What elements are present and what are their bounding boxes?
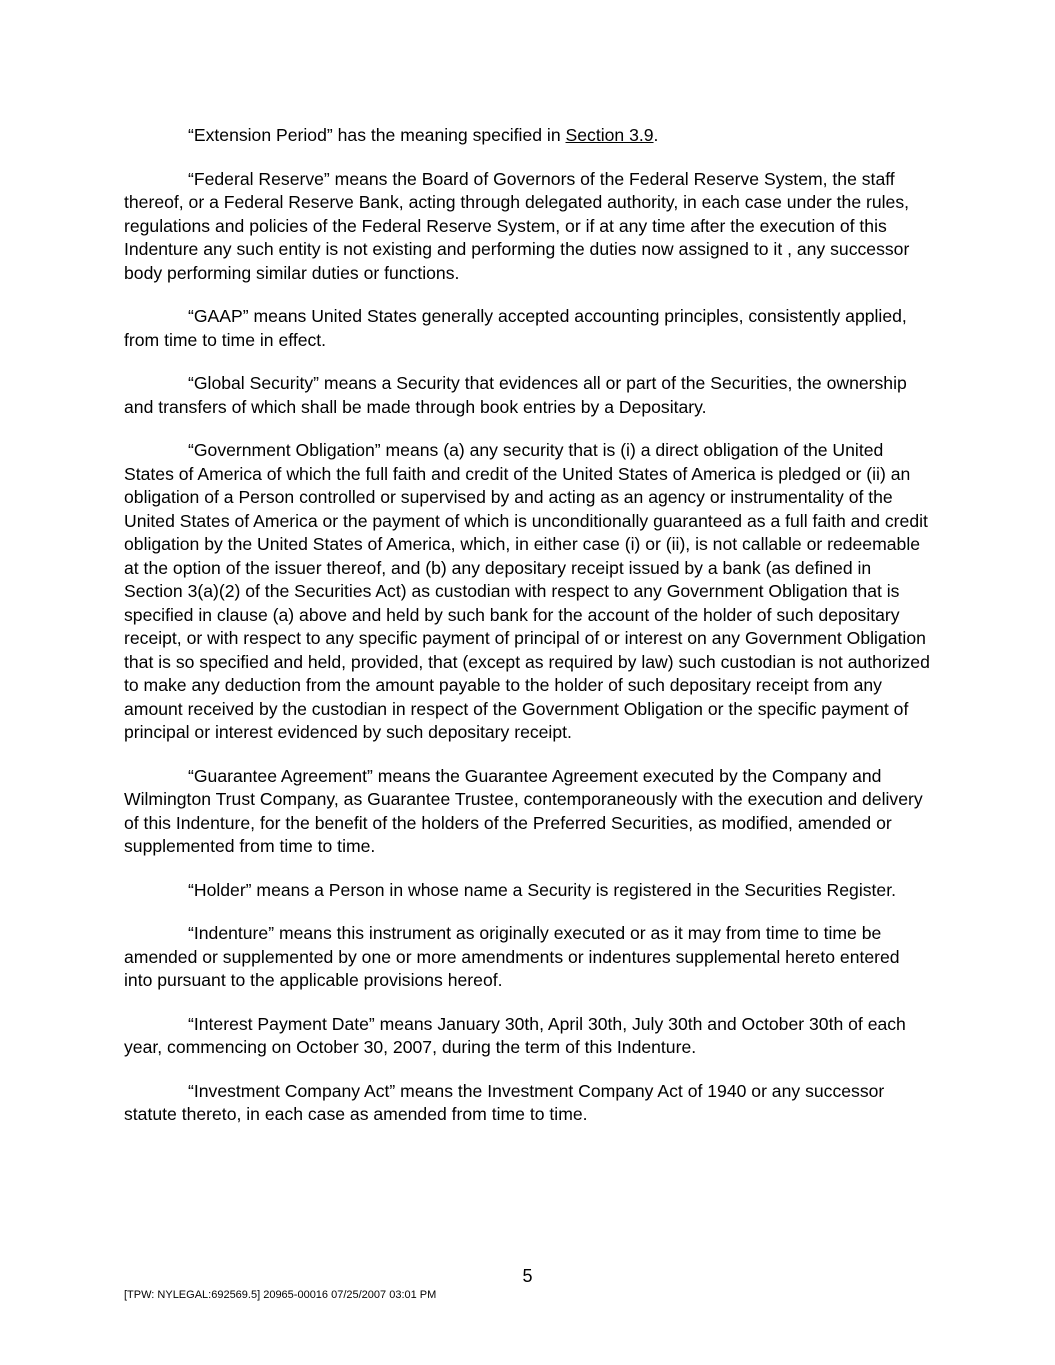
definition-term: “Global Security” — [188, 373, 320, 393]
definition-interest-payment-date — [124, 1013, 932, 1060]
definition-extension-period — [124, 124, 932, 148]
definition-text: means a Security that evidences all or part of the Securities, the ownership and transfers of which shall be made through book entries by a Depositary. — [124, 373, 907, 417]
definition-term: “Interest Payment Date” — [188, 1013, 375, 1034]
definition-term: “Holder” — [188, 879, 252, 900]
definition-term: “Government Obligation” — [188, 440, 381, 460]
definition-text: means the Guarantee Agreement executed by the Company and Wilmington Trust Company, as Guarantee Trustee, contemporaneously with the execution and delivery of this Indenture, for the benefit of the holders of the Preferred Securities, as modified, amended or supplemented from time to time. — [124, 765, 923, 856]
definition-term: “Extension Period” — [188, 125, 333, 145]
definition-text: means (a) any security that is (i) a direct obligation of the United States of America of which the full faith and credit of the United States of America is pledged or (ii) an obligation of a Person controlled or supervised by and acting as an agency or instrumentality of the United States of America or the payment of which is unconditionally guaranteed as a full faith and credit obligation by the United States of America, which, in either case (i) or (ii), is not callable or redeemable at the option of the issuer thereof, and (b) any depositary receipt issued by a bank (as defined in Section 3(a)(2) of the Securities Act) as custodian with respect to any Government Obligation that is specified in clause (a) above and held by such bank for the account of the holder of such depositary receipt, or with respect to any specific payment of principal of or interest on any Government Obligation that is so specified and held, provided, that (except as required by law) such custodian is not authorized to make any deduction from the amount payable to the holder of such depositary receipt from any amount received by the custodian in respect of the Government Obligation or the specific payment of principal or interest evidenced by such depositary receipt. — [124, 440, 930, 742]
definition-term: “Guarantee Agreement” — [188, 765, 373, 786]
definitions-section — [124, 124, 932, 1147]
definition-guarantee-agreement — [124, 765, 932, 859]
definition-text: means a Person in whose name a Security is registered in the Securities Register. — [251, 879, 896, 900]
definition-term: “GAAP” — [188, 306, 249, 326]
definition-term: “Federal Reserve” — [188, 168, 330, 189]
definition-federal-reserve — [124, 168, 932, 286]
definition-term: “Indenture” — [188, 923, 275, 943]
definition-text: means this instrument as originally executed or as it may from time to time be amended or supplemented by one or more amendments or indentures supplemental hereto entered into pursuant to the applicable provisions hereof. — [124, 923, 900, 990]
page-number: 5 — [522, 1266, 533, 1286]
definition-indenture — [124, 922, 932, 993]
definition-text: means January 30th, April 30th, July 30th and October 30th of each year, commencing on October 30, 2007, during the term of this Indenture. — [124, 1013, 906, 1057]
definition-gaap — [124, 305, 932, 352]
definition-government-obligation — [124, 439, 932, 745]
definition-investment-company-act — [124, 1080, 932, 1127]
definition-text: means the Investment Company Act of 1940 or any successor statute thereto, in each case as amended from time to time. — [124, 1080, 885, 1124]
document-footer: [TPW: NYLEGAL:692569.5] 20965-00016 07/25/2007 03:01 PM — [124, 1289, 437, 1301]
definition-text: has the meaning specified in — [332, 125, 566, 145]
definition-global-security — [124, 372, 932, 419]
section-reference-link[interactable]: Section 3.9 — [565, 125, 654, 145]
definition-text: means United States generally accepted accounting principles, consistently applied, from time to time in effect. — [124, 306, 907, 350]
definition-term: “Investment Company Act” — [188, 1080, 396, 1101]
definition-text: means the Board of Governors of the Federal Reserve System, the staff thereof, or a Federal Reserve Bank, acting through delegated authority, in each case under the rules, regulations and policies of the Federal Reserve System, or if at any time after the execution of this Indenture any such entity is not existing and performing the duties now assigned to it , any successor body performing similar duties or functions. — [124, 168, 910, 283]
definition-holder — [124, 879, 932, 903]
definition-text-end: . — [653, 125, 659, 145]
